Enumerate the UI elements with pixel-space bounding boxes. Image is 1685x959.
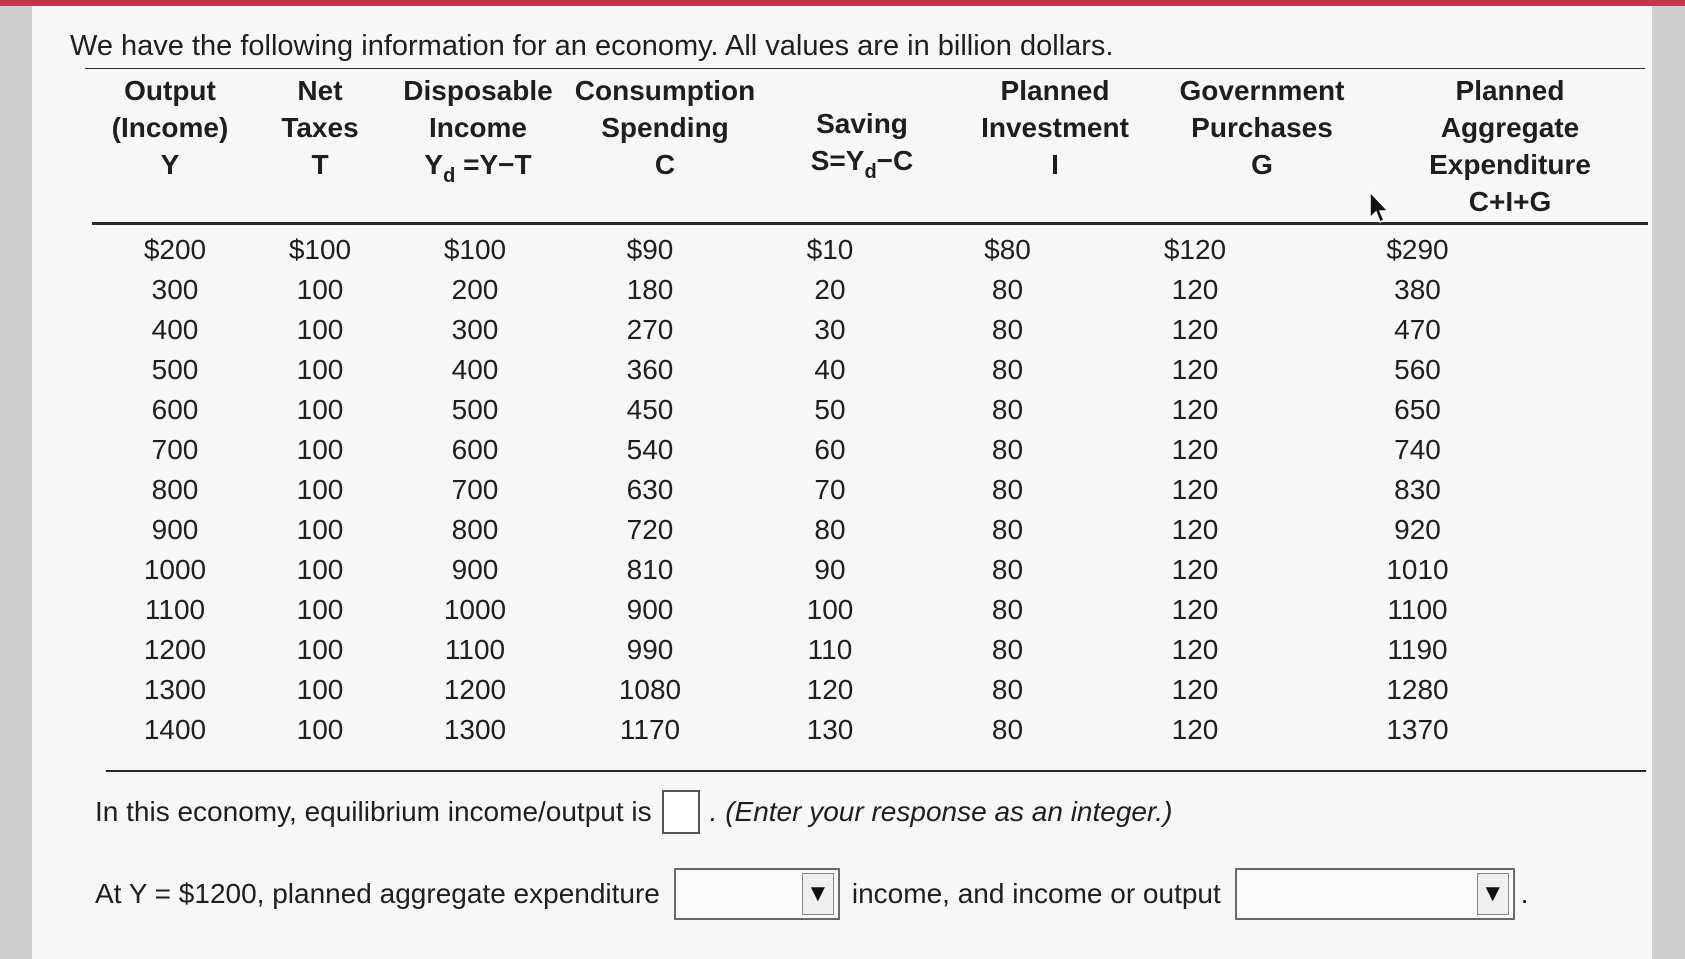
column-header xyxy=(981,72,1129,183)
table-cell: 80 xyxy=(991,714,1024,745)
column-header-line: Y xyxy=(160,149,180,180)
table-cell: 600 xyxy=(151,394,199,425)
table-cell: 380 xyxy=(1394,274,1441,305)
table-row xyxy=(100,550,1540,590)
table-cell: 900 xyxy=(626,594,674,625)
table-cell: 800 xyxy=(151,474,199,505)
header-top-rule xyxy=(85,68,1645,69)
table-cell: 650 xyxy=(1394,394,1441,425)
table-cell: 80 xyxy=(991,394,1024,425)
question-aggregate-expenditure xyxy=(95,868,1529,920)
column-header-line: Output xyxy=(124,75,216,106)
table-cell: $100 xyxy=(288,234,352,265)
table-cell: 540 xyxy=(626,434,674,465)
column-header-line: Government xyxy=(1179,75,1345,106)
table-row xyxy=(100,590,1540,630)
table-cell: 700 xyxy=(151,434,199,465)
table-cell: $100 xyxy=(443,234,507,265)
question2-text: At Y = $1200, planned aggregate expenditure xyxy=(95,878,660,909)
table-cell: $80 xyxy=(984,234,1031,265)
table-cell: 40 xyxy=(814,354,846,385)
mouse-cursor-icon xyxy=(1368,190,1392,226)
table-row xyxy=(100,630,1540,670)
table-cell: 1200 xyxy=(443,674,507,705)
column-header-line: (Income) xyxy=(111,112,229,143)
table-row xyxy=(100,710,1540,750)
table-cell: 100 xyxy=(296,434,344,465)
table-bottom-rule xyxy=(106,770,1646,772)
table-cell: 100 xyxy=(296,634,344,665)
column-header-line: C xyxy=(654,149,676,180)
table-cell: 120 xyxy=(1171,554,1219,585)
table-cell: 700 xyxy=(451,474,499,505)
table-cell: 120 xyxy=(1171,634,1219,665)
table-cell: 120 xyxy=(1171,594,1219,625)
table-cell: 300 xyxy=(451,314,499,345)
column-header-line: Investment xyxy=(981,112,1129,143)
expenditure-comparison-select[interactable] xyxy=(674,868,840,920)
column-header xyxy=(1180,72,1345,183)
table-cell: 500 xyxy=(151,354,199,385)
table-row xyxy=(100,470,1540,510)
column-header xyxy=(1429,72,1591,220)
table-cell: 1080 xyxy=(618,674,682,705)
table-cell: 740 xyxy=(1394,434,1441,465)
table-cell: 80 xyxy=(991,434,1024,465)
table-cell: 120 xyxy=(1171,354,1219,385)
table-cell: 1010 xyxy=(1386,554,1449,585)
table-cell: 360 xyxy=(626,354,674,385)
column-header-line: Planned xyxy=(1455,75,1565,106)
table-cell: $10 xyxy=(806,234,854,265)
table-cell: 50 xyxy=(814,394,846,425)
question-equilibrium xyxy=(95,790,1172,834)
column-header-line: Spending xyxy=(601,112,729,143)
table-cell: 270 xyxy=(626,314,674,345)
table-cell: 1190 xyxy=(1387,634,1448,665)
table-cell: 100 xyxy=(296,474,344,505)
table-cell: 830 xyxy=(1394,474,1441,505)
table-cell: 120 xyxy=(1171,274,1219,305)
table-cell: 470 xyxy=(1394,314,1441,345)
table-cell: 1300 xyxy=(143,674,207,705)
column-header-line: Planned xyxy=(1000,75,1110,106)
table-cell: 70 xyxy=(814,474,846,505)
table-cell: 920 xyxy=(1394,514,1441,545)
column-header-line: G xyxy=(1251,149,1273,180)
table-cell: 120 xyxy=(1171,394,1219,425)
table-cell: 300 xyxy=(151,274,199,305)
table-cell: 100 xyxy=(296,354,344,385)
table-row xyxy=(100,310,1540,350)
column-header xyxy=(575,72,755,183)
table-cell: 20 xyxy=(814,274,846,305)
table-cell: 30 xyxy=(814,314,846,345)
question2-end: . xyxy=(1520,878,1529,909)
table-cell: 110 xyxy=(807,634,853,665)
table-cell: 1000 xyxy=(443,594,507,625)
table-row xyxy=(100,670,1540,710)
table-cell: 100 xyxy=(296,274,344,305)
table-cell: $120 xyxy=(1163,234,1227,265)
table-cell: 1100 xyxy=(144,594,206,625)
table-cell: 1100 xyxy=(444,634,506,665)
table-cell: 900 xyxy=(451,554,499,585)
table-cell: $290 xyxy=(1386,234,1449,265)
triangle-down-icon[interactable]: ▼ xyxy=(802,873,834,915)
table-cell: 80 xyxy=(991,474,1024,505)
output-change-select[interactable] xyxy=(1235,868,1515,920)
table-cell: 80 xyxy=(991,634,1024,665)
table-cell: 80 xyxy=(991,554,1024,585)
question2-middle-text: income, and income or output xyxy=(851,878,1221,909)
table-row xyxy=(100,390,1540,430)
column-header-line: Net xyxy=(297,75,343,106)
table-cell: 120 xyxy=(1171,434,1219,465)
table-cell: 120 xyxy=(1171,714,1219,745)
column-header-line: I xyxy=(1051,149,1059,180)
table-cell: 100 xyxy=(296,554,344,585)
economy-data-table xyxy=(100,230,1540,750)
intro-text: We have the following information for an economy. All values are in billion dollars. xyxy=(70,30,1114,62)
table-cell: 720 xyxy=(626,514,674,545)
table-cell: 400 xyxy=(451,354,499,385)
table-cell: 100 xyxy=(296,514,344,545)
table-cell: 80 xyxy=(814,514,846,545)
question1-text: In this economy, equilibrium income/output is xyxy=(95,796,652,827)
table-cell: 400 xyxy=(151,314,199,345)
table-cell: 630 xyxy=(626,474,674,505)
column-header-line: Aggregate xyxy=(1440,112,1580,143)
column-header xyxy=(112,72,229,183)
table-cell: 80 xyxy=(991,674,1024,705)
table-cell: 120 xyxy=(1171,674,1219,705)
table-cell: 100 xyxy=(296,674,344,705)
table-cell: 100 xyxy=(806,594,854,625)
table-row xyxy=(100,510,1540,550)
table-cell: 1300 xyxy=(443,714,507,745)
table-cell: 90 xyxy=(814,554,846,585)
table-cell: 1280 xyxy=(1386,674,1449,705)
table-cell: 1100 xyxy=(1387,594,1448,625)
column-header-line: C+I+G xyxy=(1468,186,1552,217)
table-row xyxy=(100,270,1540,310)
table-cell: 1170 xyxy=(619,714,681,745)
table-cell: 810 xyxy=(626,554,674,585)
table-row xyxy=(100,430,1540,470)
table-cell: 800 xyxy=(451,514,499,545)
table-cell: 120 xyxy=(806,674,854,705)
column-header xyxy=(403,72,552,195)
table-cell: 120 xyxy=(1171,314,1219,345)
table-cell: 80 xyxy=(991,274,1024,305)
question1-hint: . (Enter your response as an integer.) xyxy=(709,796,1173,827)
column-header-formula: $S=Y_d-C$ xyxy=(810,145,914,183)
column-header-line: Purchases xyxy=(1191,112,1333,143)
table-cell: 80 xyxy=(991,514,1024,545)
table-cell: 100 xyxy=(296,714,344,745)
table-cell: 130 xyxy=(806,714,854,745)
table-row xyxy=(100,230,1540,270)
table-cell: 560 xyxy=(1394,354,1441,385)
column-header-line: Expenditure xyxy=(1429,149,1591,180)
table-cell: 100 xyxy=(296,314,344,345)
column-header-line: Saving xyxy=(816,108,908,139)
table-cell: 900 xyxy=(151,514,199,545)
triangle-down-icon[interactable]: ▼ xyxy=(1477,873,1509,915)
column-header-formula: $Y_d =Y-T$ xyxy=(424,149,532,187)
table-cell: $200 xyxy=(143,234,207,265)
column-header xyxy=(281,72,358,183)
column-header-line: Disposable xyxy=(403,75,553,106)
table-cell: 120 xyxy=(1171,474,1219,505)
equilibrium-answer-input[interactable] xyxy=(662,790,700,834)
column-header-line: Income xyxy=(428,112,528,143)
table-cell: 600 xyxy=(451,434,499,465)
table-cell: $90 xyxy=(626,234,674,265)
table-cell: 200 xyxy=(451,274,499,305)
table-cell: 60 xyxy=(814,434,846,465)
table-cell: 100 xyxy=(296,594,344,625)
table-cell: 1200 xyxy=(143,634,207,665)
column-header-line: T xyxy=(311,149,329,180)
table-cell: 1000 xyxy=(143,554,207,585)
table-cell: 180 xyxy=(626,274,674,305)
column-header-line: Taxes xyxy=(281,112,359,143)
table-cell: 990 xyxy=(626,634,674,665)
column-header-line: Consumption xyxy=(574,75,756,106)
table-cell: 120 xyxy=(1171,514,1219,545)
header-bottom-rule xyxy=(92,222,1648,225)
table-cell: 80 xyxy=(991,594,1024,625)
table-cell: 100 xyxy=(296,394,344,425)
table-cell: 500 xyxy=(451,394,499,425)
table-cell: 1400 xyxy=(143,714,207,745)
table-cell: 80 xyxy=(991,354,1024,385)
table-row xyxy=(100,350,1540,390)
table-cell: 450 xyxy=(626,394,674,425)
column-header xyxy=(811,105,914,191)
table-cell: 1370 xyxy=(1386,714,1449,745)
table-cell: 80 xyxy=(991,314,1024,345)
